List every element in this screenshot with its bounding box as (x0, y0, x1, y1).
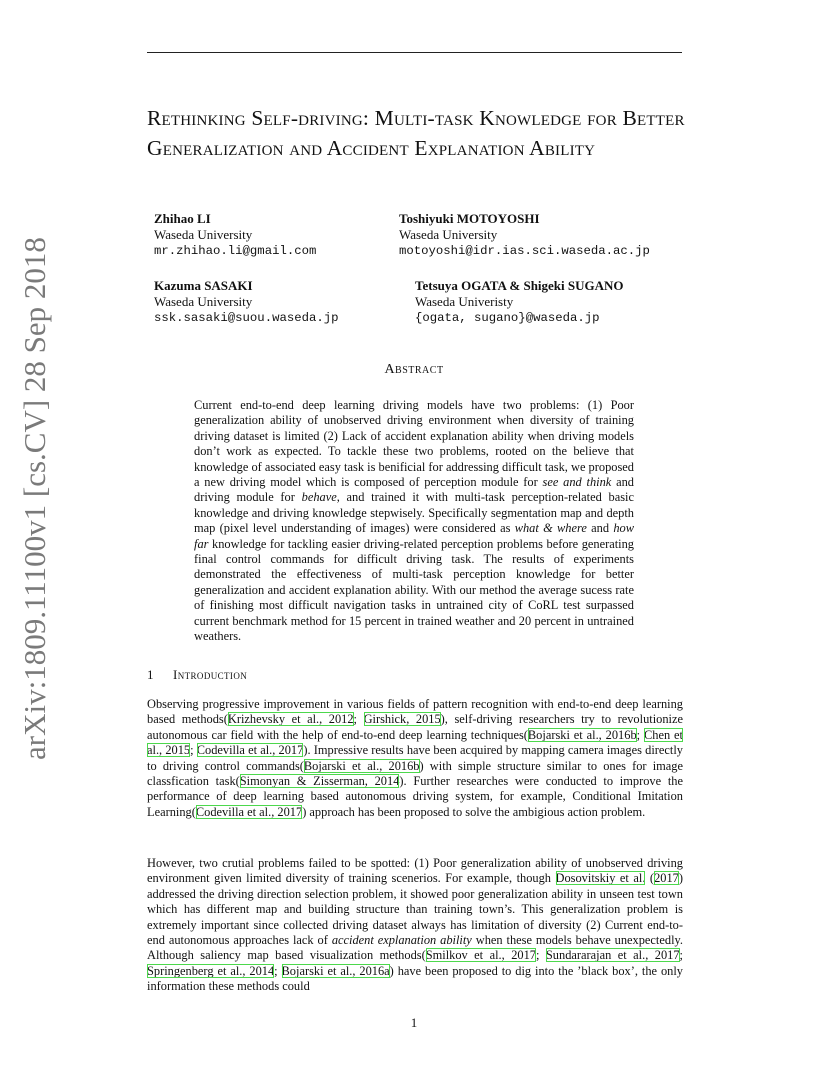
body-text: ) addressed the driving direction selection problem, it showed poor generalization ability in unseen test town which has different map and building structure than training town’s. This generalization problem is extremely important since collected driving dataset always has limitation of diversity (2) Current end-to-end autonomous approaches lack of (147, 871, 683, 948)
abstract-text: , and trained it with multi-task perception-related basic knowledge and driving knowledge stepwisely. Specifically segmentation map and depth map (pixel level understanding of images) were considered as (194, 490, 634, 536)
citation-link[interactable]: Bojarski et al., 2016a (281, 963, 390, 978)
citation-link[interactable]: Codevilla et al., 2017 (195, 804, 303, 819)
author-name: Tetsuya OGATA & Shigeki SUGANO (415, 278, 624, 293)
abstract-heading: Abstract (384, 362, 444, 377)
abstract-emphasis: behave (301, 490, 337, 505)
citation-link[interactable]: Bojarski et al., 2016b (303, 758, 420, 773)
citation-link[interactable]: Dosovitskiy et al. (555, 871, 646, 886)
citation-link[interactable]: 2017 (654, 871, 679, 886)
body-text: when these models behave unexpectedly. Although saliency map based visualization methods( (147, 933, 683, 963)
citation-link[interactable]: Chen et al., 2015 (147, 727, 683, 758)
citation-link[interactable]: Krizhevsky et al., 2012 (227, 712, 354, 727)
author-affiliation: Waseda University (399, 227, 498, 242)
body-text: ; (274, 963, 282, 978)
body-text: ; (636, 727, 644, 742)
author-block-4 (415, 278, 624, 326)
author-name: Kazuma SASAKI (154, 278, 253, 293)
abstract-emphasis: see and think (542, 475, 612, 490)
body-text: ), self-driving researchers try to revolutionize autonomous car field with the help of end-to-end deep learning techniques( (147, 712, 683, 742)
author-name: Zhihao LI (154, 211, 211, 226)
body-text: ) have been proposed to dig into the ’black box’, the only information these methods could (147, 963, 683, 994)
abstract-text: Current end-to-end deep learning driving models have two problems: (1) Poor generalization ability of unobserved driving environment when diversity of training driving dataset is limited (2) Lack of accident explanation ability when driving models don’t work as expected. To tackle these two problems, rooted on the believe that knowledge of associated easy task is benificial for addressing difficult task, we proposed a new driving model which is composed of perception module for (194, 398, 634, 490)
section-number: 1 (147, 667, 154, 682)
body-text: ) approach has been proposed to solve the ambigious action problem. (302, 804, 646, 819)
citation-link[interactable]: Smilkov et al., 2017 (425, 948, 536, 963)
author-email: mr.zhihao.li@gmail.com (154, 244, 317, 258)
body-text: Observing progressive improvement in various fields of pattern recognition with end-to-end deep learning based methods( (147, 697, 683, 727)
author-block-1 (154, 211, 316, 259)
intro-paragraph-2 (147, 856, 683, 995)
citation-link[interactable]: Codevilla et al., 2017 (196, 743, 304, 758)
citation-link[interactable]: Girshick, 2015 (363, 712, 441, 727)
abstract-text: and driving module for (194, 475, 634, 505)
author-name: Toshiyuki MOTOYOSHI (399, 211, 540, 226)
author-email: ssk.sasaki@suou.waseda.jp (154, 311, 339, 325)
body-text: ). Further researches were conducted to improve the performance of deep learning based autonomous driving system, for example, Conditional Imitation Learning( (147, 774, 683, 819)
page-number: 1 (410, 1015, 418, 1030)
abstract-text: and (586, 521, 614, 536)
author-affiliation: Waseda University (154, 227, 253, 242)
author-block-3 (154, 278, 338, 326)
body-text: ) with simple structure similar to ones for image classfication task( (147, 758, 683, 789)
top-rule (147, 52, 682, 53)
arxiv-identifier: arXiv:1809.11100v1 [cs.CV] 28 Sep 2018 (17, 237, 52, 760)
author-affiliation: Waseda University (154, 294, 253, 309)
body-text: ( (645, 871, 655, 886)
abstract-emphasis: what & where (514, 521, 587, 536)
intro-paragraph-1 (147, 697, 683, 820)
body-text: ; (353, 712, 364, 727)
author-affiliation: Waseda Univeristy (415, 294, 514, 309)
body-text: ; (190, 743, 197, 758)
author-email: {ogata, sugano}@waseda.jp (415, 311, 600, 325)
citation-link[interactable]: Bojarski et al., 2016b (527, 727, 637, 742)
body-text: However, two crutial problems failed to be spotted: (1) Poor generalization ability of unobserved driving environment given limited diversity of training scenerios. For example, though (147, 856, 683, 886)
author-email: motoyoshi@idr.ias.sci.waseda.ac.jp (399, 244, 650, 258)
emphasis-text: accident explanation ability (331, 933, 472, 948)
abstract-body (194, 398, 634, 645)
citation-link[interactable]: Springenberg et al., 2014 (147, 963, 275, 978)
section-title: Introduction (173, 667, 248, 682)
body-text: ). Impressive results have been acquired by mapping camera images directly to driving control commands( (147, 743, 683, 773)
section-heading (147, 667, 247, 683)
paper-title: Rethinking Self-driving: Multi-task Knowledge for Better Generalization and Accident Explanation Ability (147, 106, 685, 160)
abstract-emphasis: how far (194, 521, 634, 551)
citation-link[interactable]: Sundararajan et al., 2017 (545, 948, 680, 963)
body-text: ; (535, 948, 546, 963)
body-text: ; (679, 948, 683, 963)
author-block-2 (399, 211, 650, 259)
abstract-text: knowledge for tackling easier driving-related perception problems before generating final control commands for difficult driving task. The results of experiments demonstrated the effectiveness of multi-task perception knowledge for better generalization and accident explanation ability. With our method the average sucess rate of finishing most difficult navigation tasks in untrained city of CoRL test surpassed current benchmark method for 15 percent in trained weather and 20 percent in untrained weathers. (194, 536, 634, 644)
citation-link[interactable]: Simonyan & Zisserman, 2014 (239, 774, 400, 789)
